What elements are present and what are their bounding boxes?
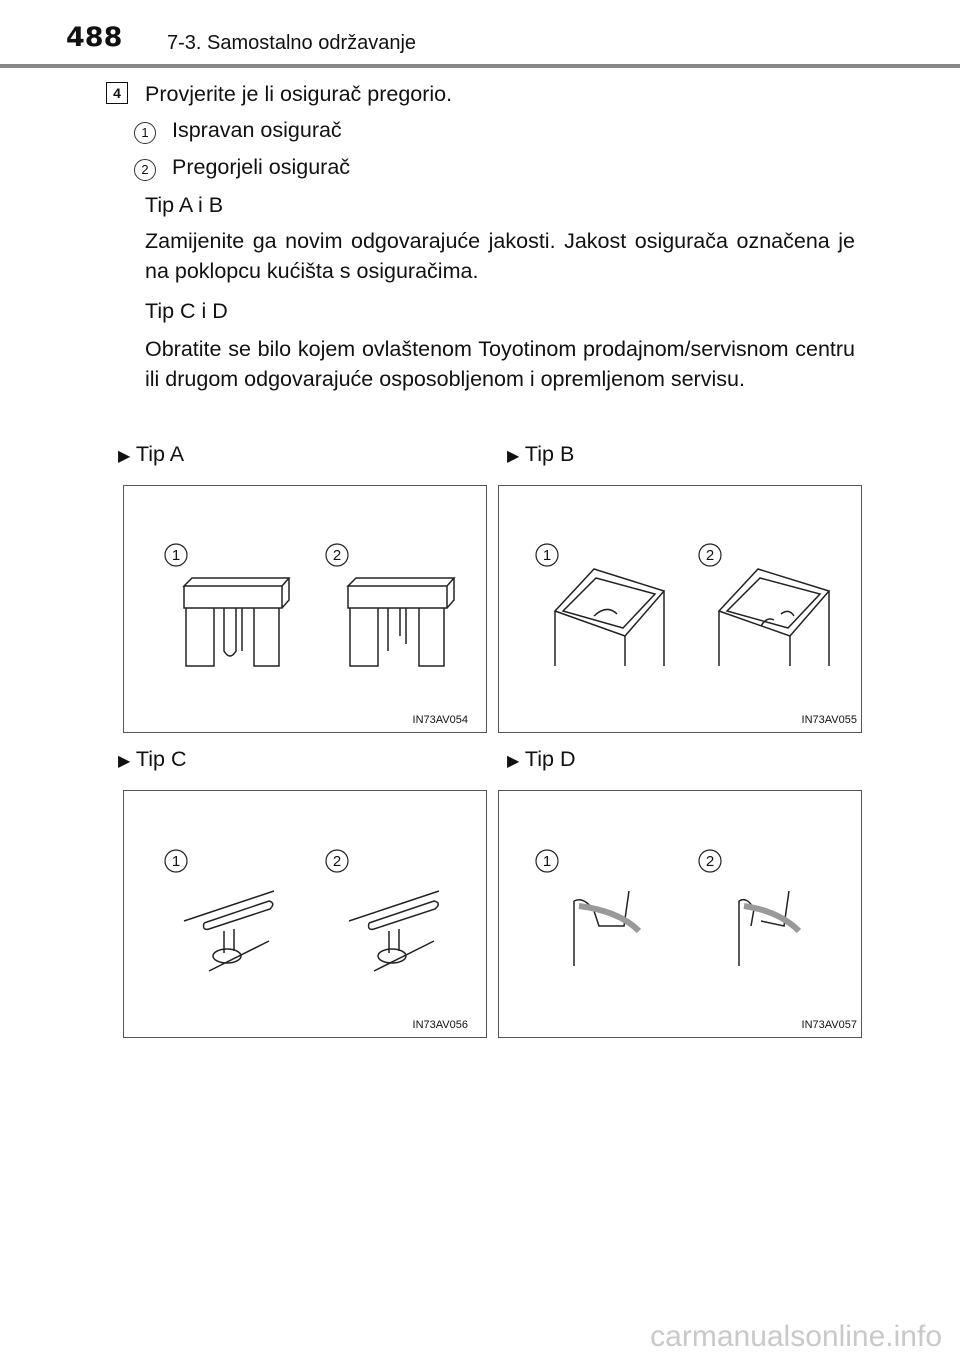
triangle-icon: ▶ [118,753,131,770]
step-number: 4 [106,82,128,104]
figure-code: IN73AV054 [412,714,468,726]
figure-panel-a [123,485,487,733]
cartridge-fuse-illustration [499,486,861,732]
figure-label-b: ▶ Tip B [507,442,575,466]
callout-1: 1 [542,853,552,870]
figure-panel-c [123,790,487,1038]
figure-code: IN73AV057 [801,1019,857,1031]
item-label: Pregorjeli osigurač [171,155,351,179]
list-item [134,115,342,145]
page-number: 488 [66,22,123,53]
triangle-icon: ▶ [507,753,520,770]
figure-label-d: ▶ Tip D [507,747,576,771]
section-title: 7-3. Samostalno održavanje [167,32,417,54]
item-number: 1 [134,122,156,144]
callout-2: 2 [705,547,715,564]
type-cd-heading: Tip C i D [145,299,228,323]
type-cd-text: Obratite se bilo kojem ovlaštenom Toyotinom prodajnom/servisnom centru ili drugom odgovarajuće osposobljenom i opremljenom servisu. [145,337,855,391]
watermark: carmanualsonline.info [650,1320,942,1353]
terminal-fuse-illustration [499,791,861,1037]
callout-2: 2 [705,853,715,870]
figure-label-c: ▶ Tip C [118,747,187,771]
item-label: Ispravan osigurač [171,118,342,142]
header-rule [0,64,960,68]
figure-panel-d [498,790,862,1038]
callout-2: 2 [332,547,342,564]
triangle-icon: ▶ [507,448,520,465]
list-item [134,152,350,182]
wire-fuse-illustration [124,791,486,1037]
figure-code: IN73AV056 [412,1019,468,1031]
triangle-icon: ▶ [118,448,131,465]
callout-1: 1 [171,547,181,564]
callout-1: 1 [171,853,181,870]
figure-code: IN73AV055 [801,714,857,726]
blade-fuse-illustration [124,486,486,732]
callout-2: 2 [332,853,342,870]
item-number: 2 [134,159,156,181]
figure-label-a: ▶ Tip A [118,442,185,466]
figure-panel-b [498,485,862,733]
step-title: Provjerite je li osigurač pregorio. [145,82,453,106]
callout-1: 1 [542,547,552,564]
type-ab-heading: Tip A i B [145,193,224,217]
type-ab-text: Zamijenite ga novim odgovarajuće jakosti. Jakost osigurača označena je na poklopcu kućišta s osiguračima. [145,229,855,283]
